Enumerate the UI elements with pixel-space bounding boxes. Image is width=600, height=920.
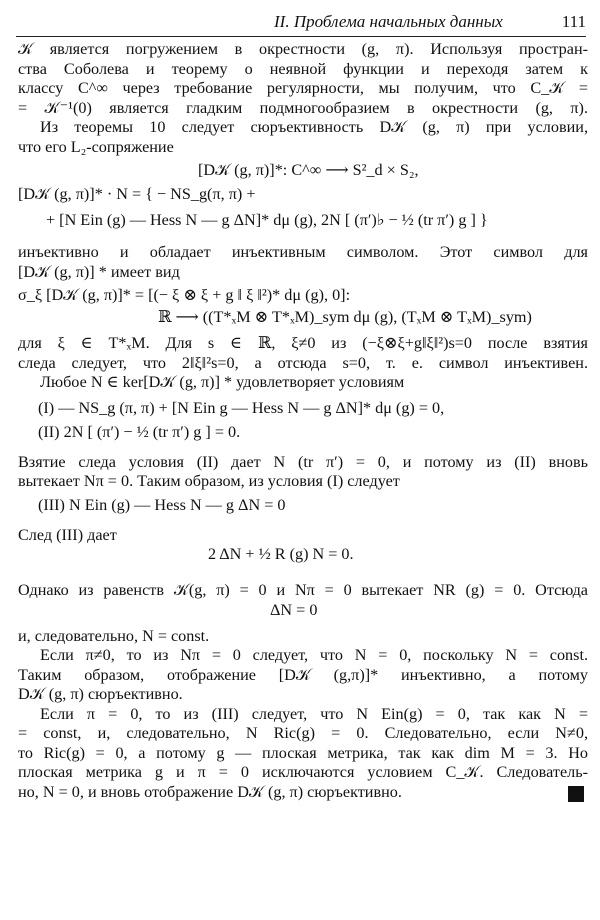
text-line: Любое N ∈ ker[D𝒦 (g, π)] * удовлетворяет условиям (40, 373, 405, 391)
condition-1: (I) — NS_g (π, π) + [N Ein g — Hess N — g ΔN]* dμ (g) = 0, (38, 398, 445, 417)
text-line: D𝒦 (g, π) сюръективно. (18, 685, 183, 703)
text-line-last (18, 783, 588, 803)
formula-symbol: σ_ξ [D𝒦 (g, π)]* = [(− ξ ⊗ ξ + g ‖ ξ ‖²)* dμ (g), 0]: (18, 286, 351, 304)
text-line: вытекает Nπ = 0. Таким образом, из условия (I) следует (18, 472, 400, 490)
formula-laplace: ΔN = 0 (270, 600, 318, 619)
text-line: = 𝒦⁻¹(0) является гладким подмногообразием в окрестности (g, π). (18, 98, 588, 117)
formula-trace: 2 ΔN + ½ R (g) N = 0. (208, 545, 354, 563)
text-line: то Ric(g) = 0, а потому g — плоская метрика, так как dim M = 3. Но (18, 743, 588, 762)
text-line: 𝒦 является погружением в окрестности (g, π). Используя простран- (18, 40, 588, 58)
text-line: но, N = 0, и вновь отображение D𝒦 (g, π) сюръективно. (18, 782, 402, 801)
text-line: классу C^∞ через требование регулярности, мы получим, что C_𝒦 = (18, 79, 588, 97)
formula-adjoint-def: [D𝒦 (g, π)]* · N = { − NS_g(π, π) + (18, 185, 256, 203)
text-line: Если π≠0, то из Nπ = 0 следует, что N = 0, поскольку N = const. (40, 646, 588, 664)
text-line: что его L₂-сопряжение (18, 137, 174, 156)
text-line: Таким образом, отображение [D𝒦 (g,π)]* инъективно, а потому (18, 665, 588, 684)
page-body (18, 40, 588, 802)
text-line: [D𝒦 (g, π)] * имеет вид (18, 262, 180, 281)
text-line: Если π = 0, то из (III) следует, что N Ein(g) = 0, так как N = (40, 704, 588, 723)
formula-adjoint-def-cont: + [N Ein (g) — Hess N — g ΔN]* dμ (g), 2N [ (π′)♭ − ½ (tr π′) g ] } (46, 211, 488, 229)
formula-adjoint-map: [D𝒦 (g, π)]*: C^∞ ⟶ S²_d × S₂, (198, 161, 419, 179)
text-line: Из теоремы 10 следует сюръективность D𝒦 (g, π) при условии, (40, 118, 588, 136)
running-title: II. Проблема начальных данных (274, 12, 503, 31)
text-line: плоская метрика g и π = 0 исключаются условием C_𝒦. Следователь- (18, 763, 588, 781)
text-line: = const, и, следовательно, N Ric(g) = 0. Следовательно, если N≠0, (18, 724, 588, 742)
text-line: Взятие следа условия (II) дает N (tr π′) = 0, и потому из (II) вновь (18, 452, 588, 471)
text-line: инъективно и обладает инъективным символом. Этот символ для (18, 243, 588, 261)
text-line: ства Соболева и теорему о неявной функции и переходя затем к (18, 59, 588, 78)
formula-symbol-map: ℝ ⟶ ((T*ₓM ⊗ T*ₓM)_sym dμ (g), (TₓM ⊗ TₓM)_sym) (158, 308, 532, 326)
condition-2: (II) 2N [ (π′) − ½ (tr π′) g ] = 0. (38, 422, 241, 441)
page-number: 111 (561, 12, 586, 31)
text-line: и, следовательно, N = const. (18, 626, 210, 645)
condition-3: (III) N Ein (g) — Hess N — g ΔN = 0 (38, 495, 286, 514)
page-header (16, 10, 586, 37)
text-line: Однако из равенств 𝒦(g, π) = 0 и Nπ = 0 вытекает NR (g) = 0. Отсюда (18, 581, 588, 599)
text-line: След (III) дает (18, 525, 117, 544)
end-of-proof-icon (568, 786, 584, 802)
text-line: следа следует, что 2‖ξ‖²s=0, а отсюда s=0, т. е. символ инъективен. (18, 353, 588, 372)
text-line: для ξ ∈ T*ₓM. Для s ∈ ℝ, ξ≠0 из (−ξ⊗ξ+g‖ξ‖²)s=0 после взятия (18, 334, 588, 352)
